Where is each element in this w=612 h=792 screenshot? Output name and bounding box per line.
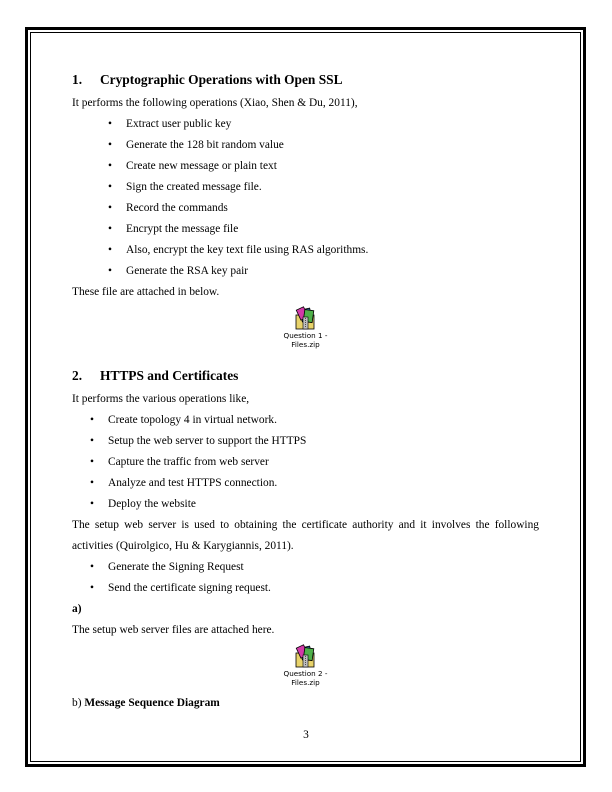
list-item: • Create new message or plain text	[72, 156, 539, 177]
section-1-heading	[72, 70, 539, 90]
attachment-question-1[interactable]	[72, 305, 539, 349]
list-item: • Create topology 4 in virtual network.	[72, 410, 539, 431]
subsection-b-title: Message Sequence Diagram	[84, 697, 220, 709]
section-2-list-2	[72, 557, 539, 599]
list-item: • Analyze and test HTTPS connection.	[72, 473, 539, 494]
section-1-outro: These file are attached in below.	[72, 286, 220, 298]
list-item: • Capture the traffic from web server	[72, 452, 539, 473]
list-item: • Generate the Signing Request	[72, 557, 539, 578]
list-item: • Sign the created message file.	[72, 177, 539, 198]
section-2-paragraph: The setup web server is used to obtaining the certificate authority and it involves the following activities (Quirolgico, Hu & Karygiannis, 2011).	[72, 519, 539, 552]
section-1-number: 1.	[72, 72, 83, 87]
subsection-a-label: a)	[72, 603, 82, 615]
section-2-intro: It performs the various operations like,	[72, 393, 250, 405]
attachment-question-2[interactable]	[72, 643, 539, 687]
list-item: • Generate the RSA key pair	[72, 261, 539, 282]
section-2-number: 2.	[72, 368, 83, 383]
list-item: • Extract user public key	[72, 114, 539, 135]
list-item: • Send the certificate signing request.	[72, 578, 539, 599]
subsection-a-text: The setup web server files are attached here.	[72, 624, 275, 636]
list-item: • Also, encrypt the key text file using RAS algorithms.	[72, 240, 539, 261]
section-1-title: Cryptographic Operations with Open SSL	[100, 72, 343, 87]
page-number: 3	[303, 729, 309, 741]
section-1-intro: It performs the following operations (Xiao, Shen & Du, 2011),	[72, 97, 358, 109]
list-item: • Deploy the website	[72, 494, 539, 515]
section-1-list	[72, 114, 539, 282]
page-content	[72, 70, 539, 714]
section-2-list	[72, 410, 539, 515]
list-item: • Record the commands	[72, 198, 539, 219]
zip-archive-icon[interactable]	[292, 305, 320, 331]
attachment-label[interactable]: Question 2 - Files.zip	[283, 669, 328, 687]
section-2-title: HTTPS and Certificates	[100, 368, 239, 383]
list-item: • Setup the web server to support the HTTPS	[72, 431, 539, 452]
attachment-label[interactable]: Question 1 - Files.zip	[283, 331, 328, 349]
section-2-heading	[72, 366, 539, 386]
subsection-b-heading	[72, 693, 539, 714]
subsection-b-prefix: b)	[72, 697, 82, 709]
list-item: • Encrypt the message file	[72, 219, 539, 240]
zip-archive-icon[interactable]	[292, 643, 320, 669]
list-item: • Generate the 128 bit random value	[72, 135, 539, 156]
